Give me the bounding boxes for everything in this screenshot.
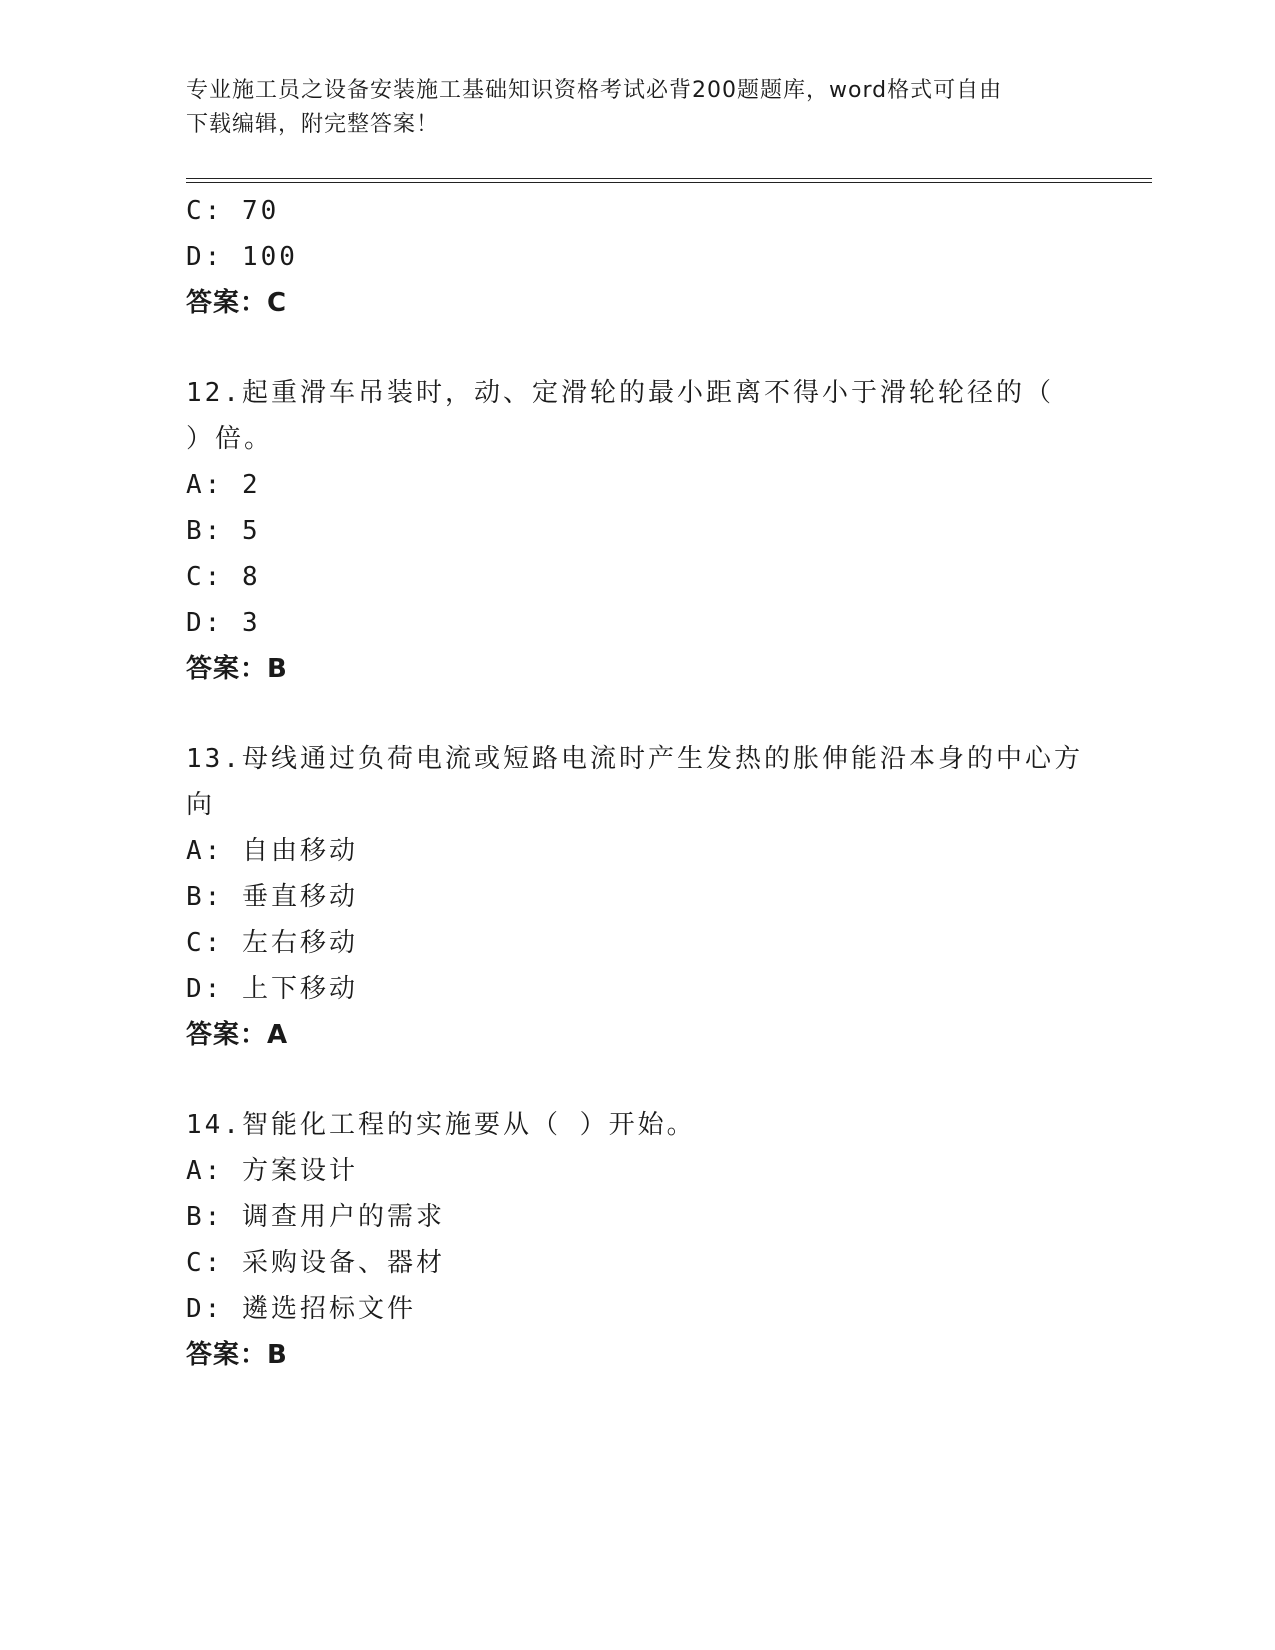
question-stem: 13.母线通过负荷电流或短路电流时产生发热的胀伸能沿本身的中心方 (186, 744, 1083, 774)
answer-label: 答案：B (186, 1340, 288, 1370)
option-c: C: 采购设备、器材 (186, 1248, 445, 1278)
answer-label: 答案：A (186, 1020, 289, 1050)
question-stem: ）倍。 (186, 424, 274, 454)
document-header (186, 74, 1086, 142)
option-c: C: 70 (186, 196, 280, 226)
option-d: D: 遴选招标文件 (186, 1294, 416, 1324)
answer-label: 答案：C (186, 288, 288, 318)
option-c: C: 左右移动 (186, 928, 358, 958)
question-list (186, 188, 1086, 1378)
question-13 (186, 736, 1086, 1058)
question-stem: 12.起重滑车吊装时，动、定滑轮的最小距离不得小于滑轮轮径的（ (186, 378, 1054, 408)
question-stem: 14.智能化工程的实施要从（ ）开始。 (186, 1110, 696, 1140)
option-b: B: 5 (186, 516, 261, 546)
option-d: D: 100 (186, 242, 298, 272)
option-b: B: 调查用户的需求 (186, 1202, 445, 1232)
question-12 (186, 370, 1086, 692)
option-c: C: 8 (186, 562, 261, 592)
option-a: A: 方案设计 (186, 1156, 358, 1186)
option-a: A: 2 (186, 470, 261, 500)
option-b: B: 垂直移动 (186, 882, 358, 912)
spacer (186, 692, 1086, 736)
option-a: A: 自由移动 (186, 836, 358, 866)
option-d: D: 上下移动 (186, 974, 358, 1004)
header-divider-top (186, 178, 1152, 179)
option-d: D: 3 (186, 608, 261, 638)
header-line-2: 下载编辑，附完整答案！ (186, 112, 440, 137)
question-14 (186, 1102, 1086, 1378)
question-stem: 向 (186, 790, 216, 820)
spacer (186, 326, 1086, 370)
question-11-continued (186, 188, 1086, 326)
spacer (186, 1058, 1086, 1102)
answer-label: 答案：B (186, 654, 288, 684)
header-line-1: 专业施工员之设备安装施工基础知识资格考试必背200题题库，word格式可自由 (186, 78, 1003, 103)
header-divider-bottom (186, 182, 1152, 183)
